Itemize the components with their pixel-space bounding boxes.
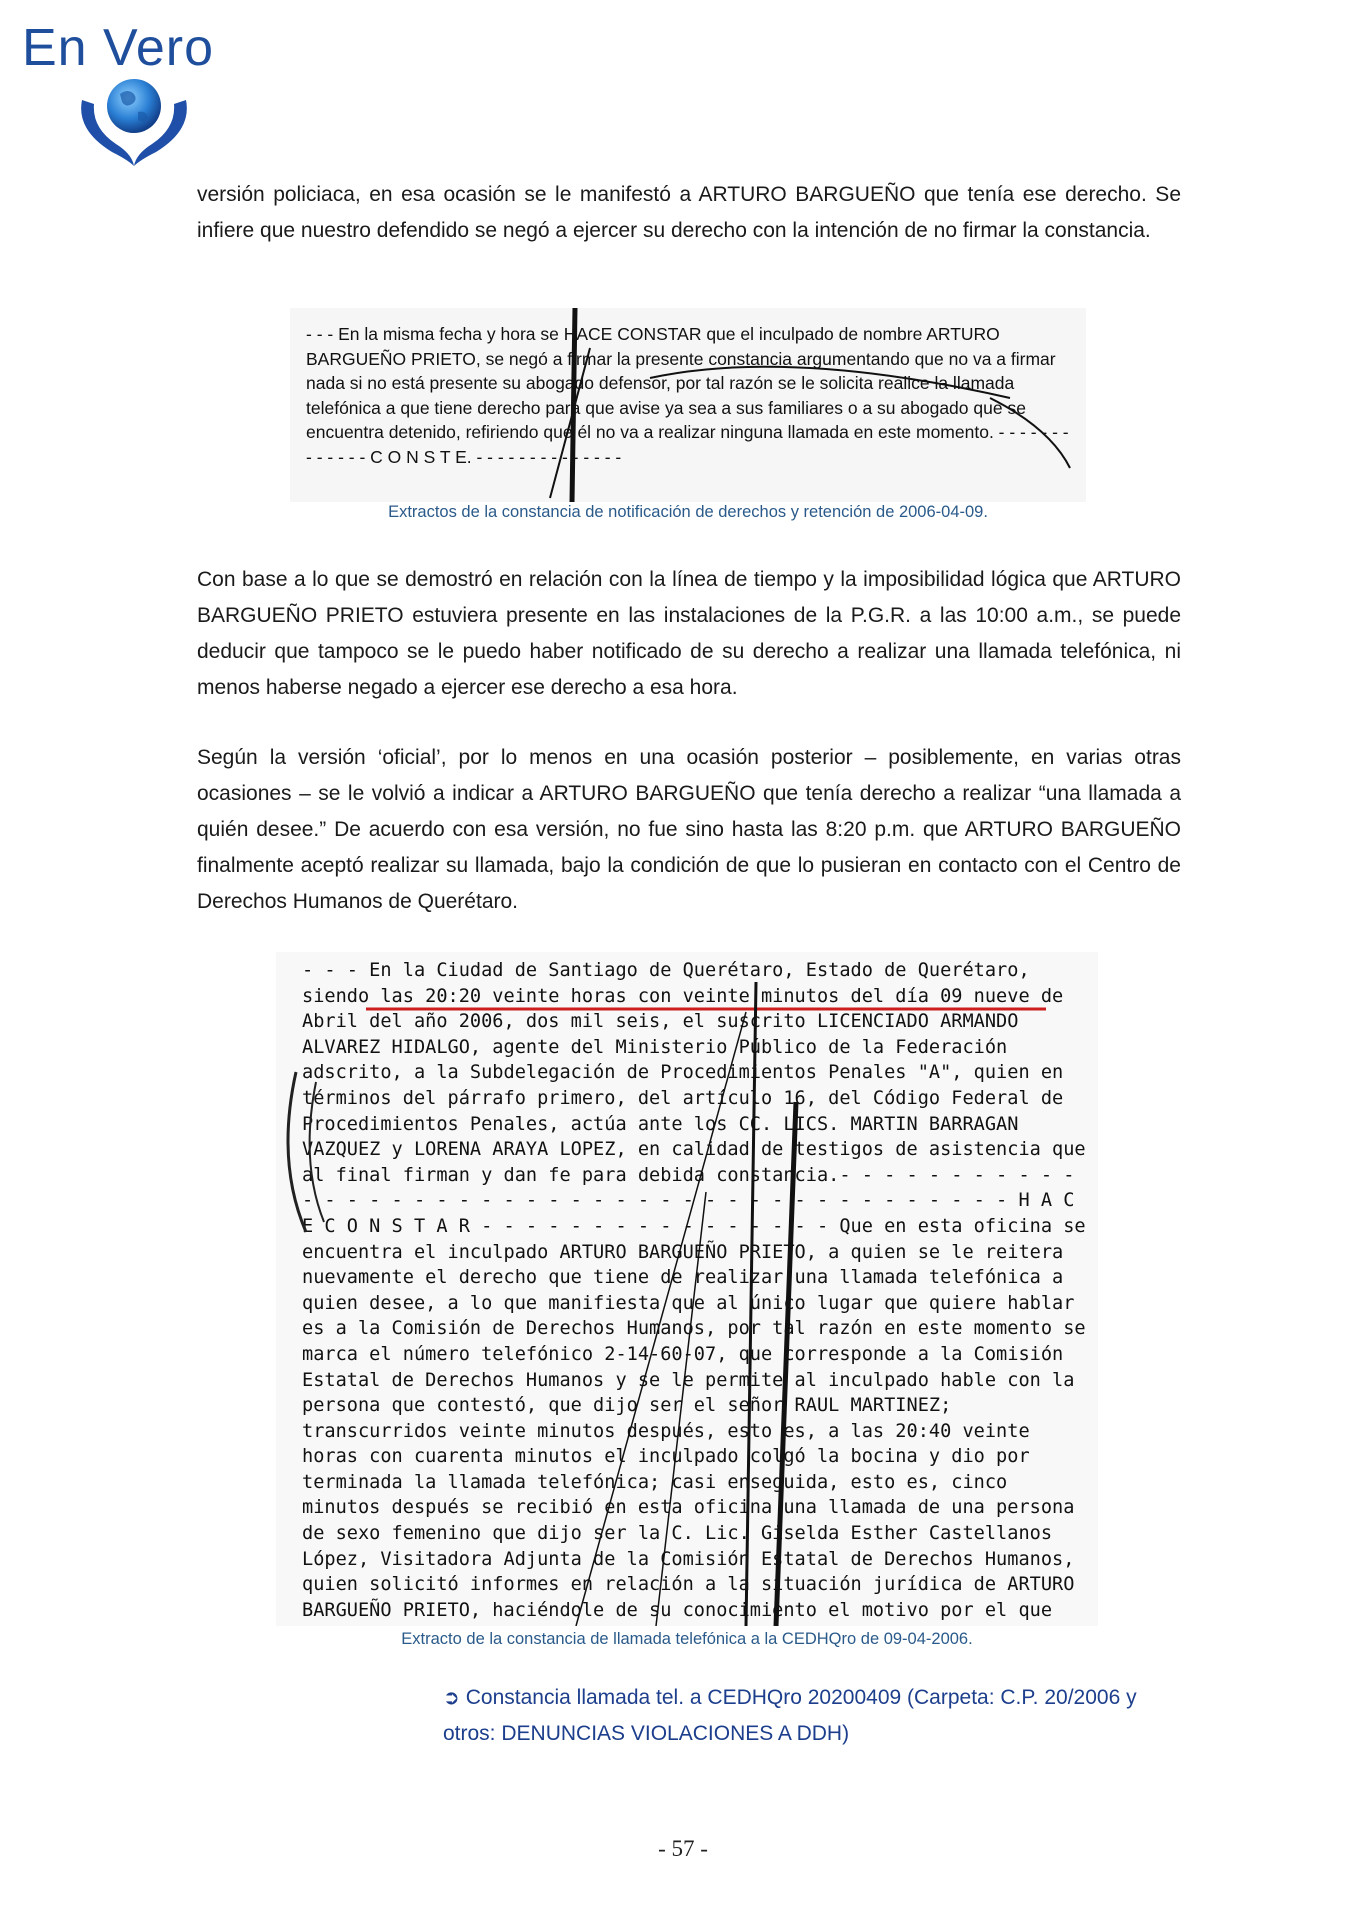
source-reference-text: Constancia llamada tel. a CEDHQro 20200409 (Carpeta: C.P. 20/2006 y otros: DENUNCIAS VIOLACIONES A DDH)	[443, 1686, 1137, 1745]
body-paragraph-2: Con base a lo que se demostró en relación con la línea de tiempo y la imposibilidad lógica que ARTURO BARGUEÑO PRIETO estuviera presente en las instalaciones de la P.G.R. a las 10:00 a.m., se puede deducir que tampoco se le puedo haber notificado de su derecho a realizar una llamada telefónica, ni menos haberse negado a ejercer ese derecho a esa hora.	[197, 568, 1181, 699]
logo-wordmark: En Vero	[22, 19, 215, 77]
source-reference	[443, 1680, 1183, 1752]
logo	[22, 18, 222, 168]
body-paragraph-3: Según la versión ‘oficial’, por lo menos en una ocasión posterior – posiblemente, en varias otras ocasiones – se le volvió a indicar a ARTURO BARGUEÑO que tenía derecho a realizar “una llamada a quién desee.” De acuerdo con esa versión, no fue sino hasta las 8:20 p.m. que ARTURO BARGUEÑO finalmente aceptó realizar su llamada, bajo la condición de que lo pusieran en contacto con el Centro de Derechos Humanos de Querétaro.	[197, 746, 1181, 913]
scanned-excerpt-2	[276, 952, 1098, 1626]
handwritten-marks-1	[290, 308, 1086, 502]
figure-caption-2: Extracto de la constancia de llamada telefónica a la CEDHQro de 09-04-2006.	[401, 1630, 973, 1648]
scanned-excerpt-1-text: - - - En la misma fecha y hora se HACE CONSTAR que el inculpado de nombre ARTURO BARGUEÑO PRIETO, se negó a firmar la presente constancia argumentando que no va a firmar nada si no está presente su abogado defensor, por tal razón se le solicita realice la llamada telefónica a que tiene derecho para que avise ya sea a sus familiares o a su abogado que se encuentra detenido, refiriendo que él no va a realizar ninguna llamada en este momento. - - - - - - - - - - - - - C O N S T E. - - - - - - - - - - - - - -	[306, 324, 1069, 467]
arrow-icon: ➲	[443, 1687, 460, 1709]
body-paragraph-1: versión policiaca, en esa ocasión se le manifestó a ARTURO BARGUEÑO que tenía ese derecho. Se infiere que nuestro defendido se negó a ejercer su derecho con la intención de no firmar la constancia.	[197, 183, 1181, 242]
scanned-excerpt-2-text: - - - En la Ciudad de Santiago de Querétaro, Estado de Querétaro, siendo las 20:20 veinte horas con veinte minutos del día 09 nueve de Abril del año 2006, dos mil seis, el suscrito LICENCIADO ARMANDO ALVAREZ HIDALGO, agente del Ministerio Público de la Federación adscrito, a la Subdelegación de Procedimientos Penales "A", quien en términos del párrafo primero, del artículo 16, del Código Federal de Procedimientos Penales, actúa ante los CC. LICS. MARTIN BARRAGAN VAZQUEZ y LORENA ARAYA LOPEZ, en calidad de testigos de asistencia que al final firman y dan fe para debida constancia.- - - - - - - - - - - - - - - - - - - - - - - - - - - - - - - - - - - - - - - - - - - H A C E C O N S T A R - - - - - - - - - - - - - - - - Que en esta oficina se encuentra el inculpado ARTURO BARGUEÑO PRIETO, a quien se le reitera nuevamente el derecho que tiene de realizar una llamada telefónica a quien desee, a lo que manifiesta que al único lugar que quiere hablar es a la Comisión de Derechos Humanos, por tal razón en este momento se marca el número telefónico 2-14-60-07, que corresponde a la Comisión Estatal de Derechos Humanos y se le permite al inculpado hable con la persona que contestó, que dijo ser el señor RAUL MARTINEZ; transcurridos veinte minutos después, esto es, a las 20:40 veinte horas con cuarenta minutos el inculpado colgó la bocina y dio por terminada la llamada telefónica; casi enseguida, esto es, cinco minutos después se recibió en esta oficina una llamada de una persona de sexo femenino que dijo ser la C. Lic. Giselda Esther Castellanos López, Visitadora Adjunta de la Comisión Estatal de Derechos Humanos, quien solicitó informes en relación a la situación jurídica de ARTURO BARGUEÑO PRIETO, haciéndole de su conocimiento el motivo por el que	[302, 960, 1086, 1621]
page-number: - 57 -	[658, 1836, 708, 1861]
handwritten-marks-2	[276, 952, 1098, 1626]
scanned-excerpt-1	[290, 308, 1086, 502]
figure-caption-1: Extractos de la constancia de notificación de derechos y retención de 2006-04-09.	[388, 503, 988, 521]
